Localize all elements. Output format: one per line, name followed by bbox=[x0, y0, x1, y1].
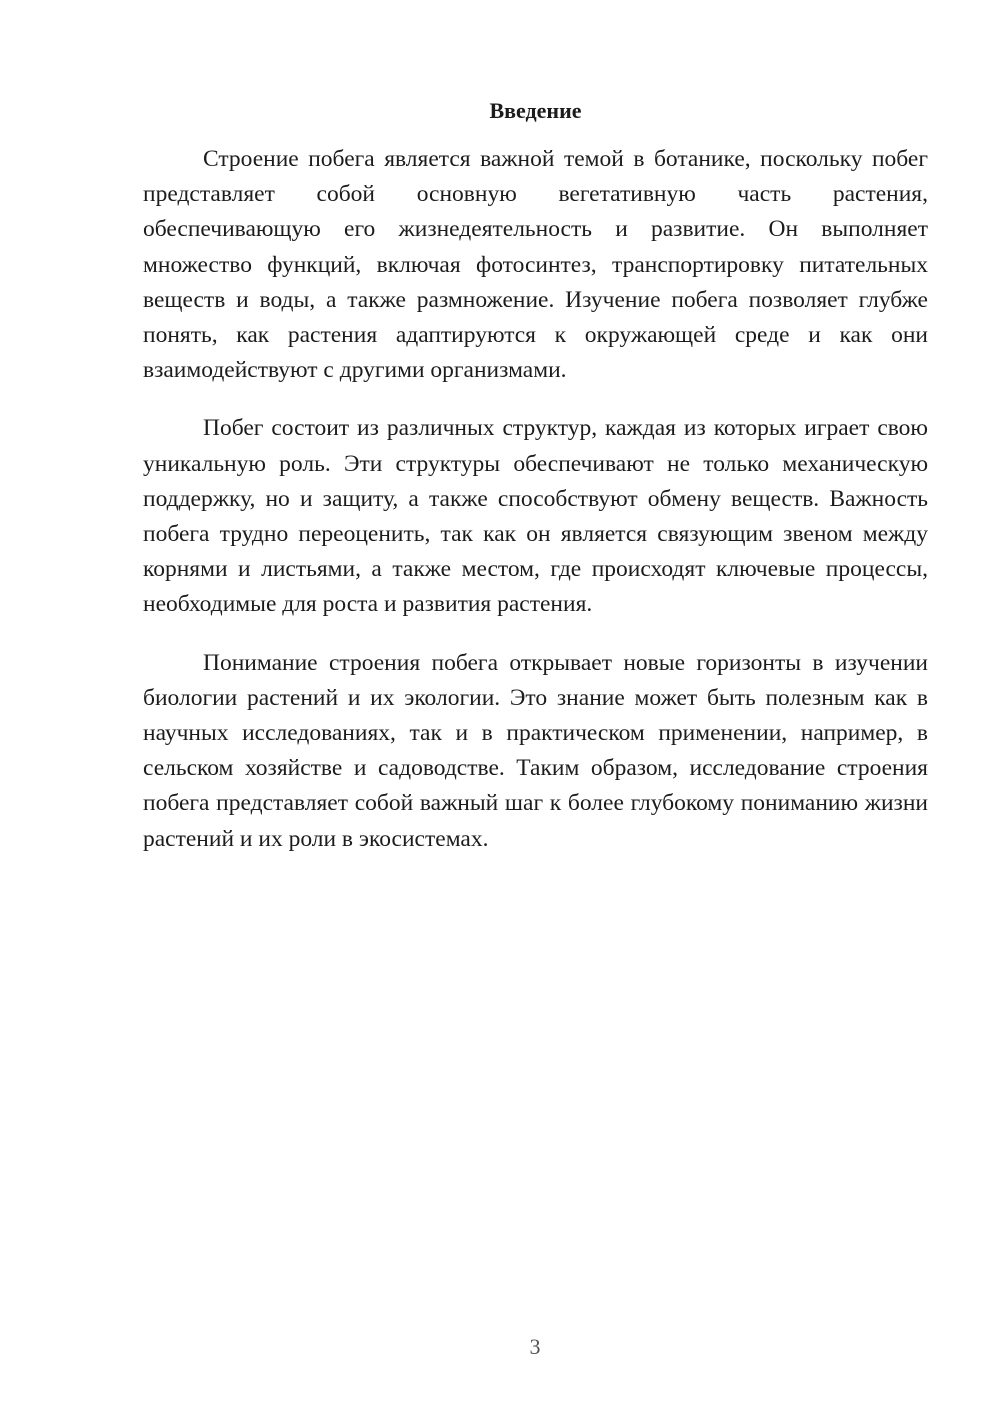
section-heading: Введение bbox=[489, 98, 582, 123]
page-number: 3 bbox=[529, 1334, 541, 1359]
document-body bbox=[143, 142, 928, 880]
paragraph-1: Строение побега является важной темой в ботанике, поскольку побег представляет собой основную вегетативную часть растения, обеспечивающую его жизнедеятельность и развитие. Он выполняет множество функций, включая фотосинтез, транспортировку питательных веществ и воды, а также размножение. Изучение побега позволяет глубже понять, как растения адаптируются к окружающей среде и как они взаимодействуют с другими организмами. bbox=[143, 146, 928, 384]
paragraph-3: Понимание строения побега открывает новые горизонты в изучении биологии растений и их экологии. Это знание может быть полезным как в научных исследованиях, так и в практическом применении, например, в сельском хозяйстве и садоводстве. Таким образом, исследование строения побега представляет собой важный шаг к более глубокому пониманию жизни растений и их роли в экосистемах. bbox=[143, 649, 928, 852]
paragraph-2: Побег состоит из различных структур, каждая из которых играет свою уникальную роль. Эти структуры обеспечивают не только механическую поддержку, но и защиту, а также способствуют обмену веществ. Важность побега трудно переоценить, так как он является связующим звеном между корнями и листьями, а также местом, где происходят ключевые процессы, необходимые для роста и развития растения. bbox=[143, 415, 928, 618]
